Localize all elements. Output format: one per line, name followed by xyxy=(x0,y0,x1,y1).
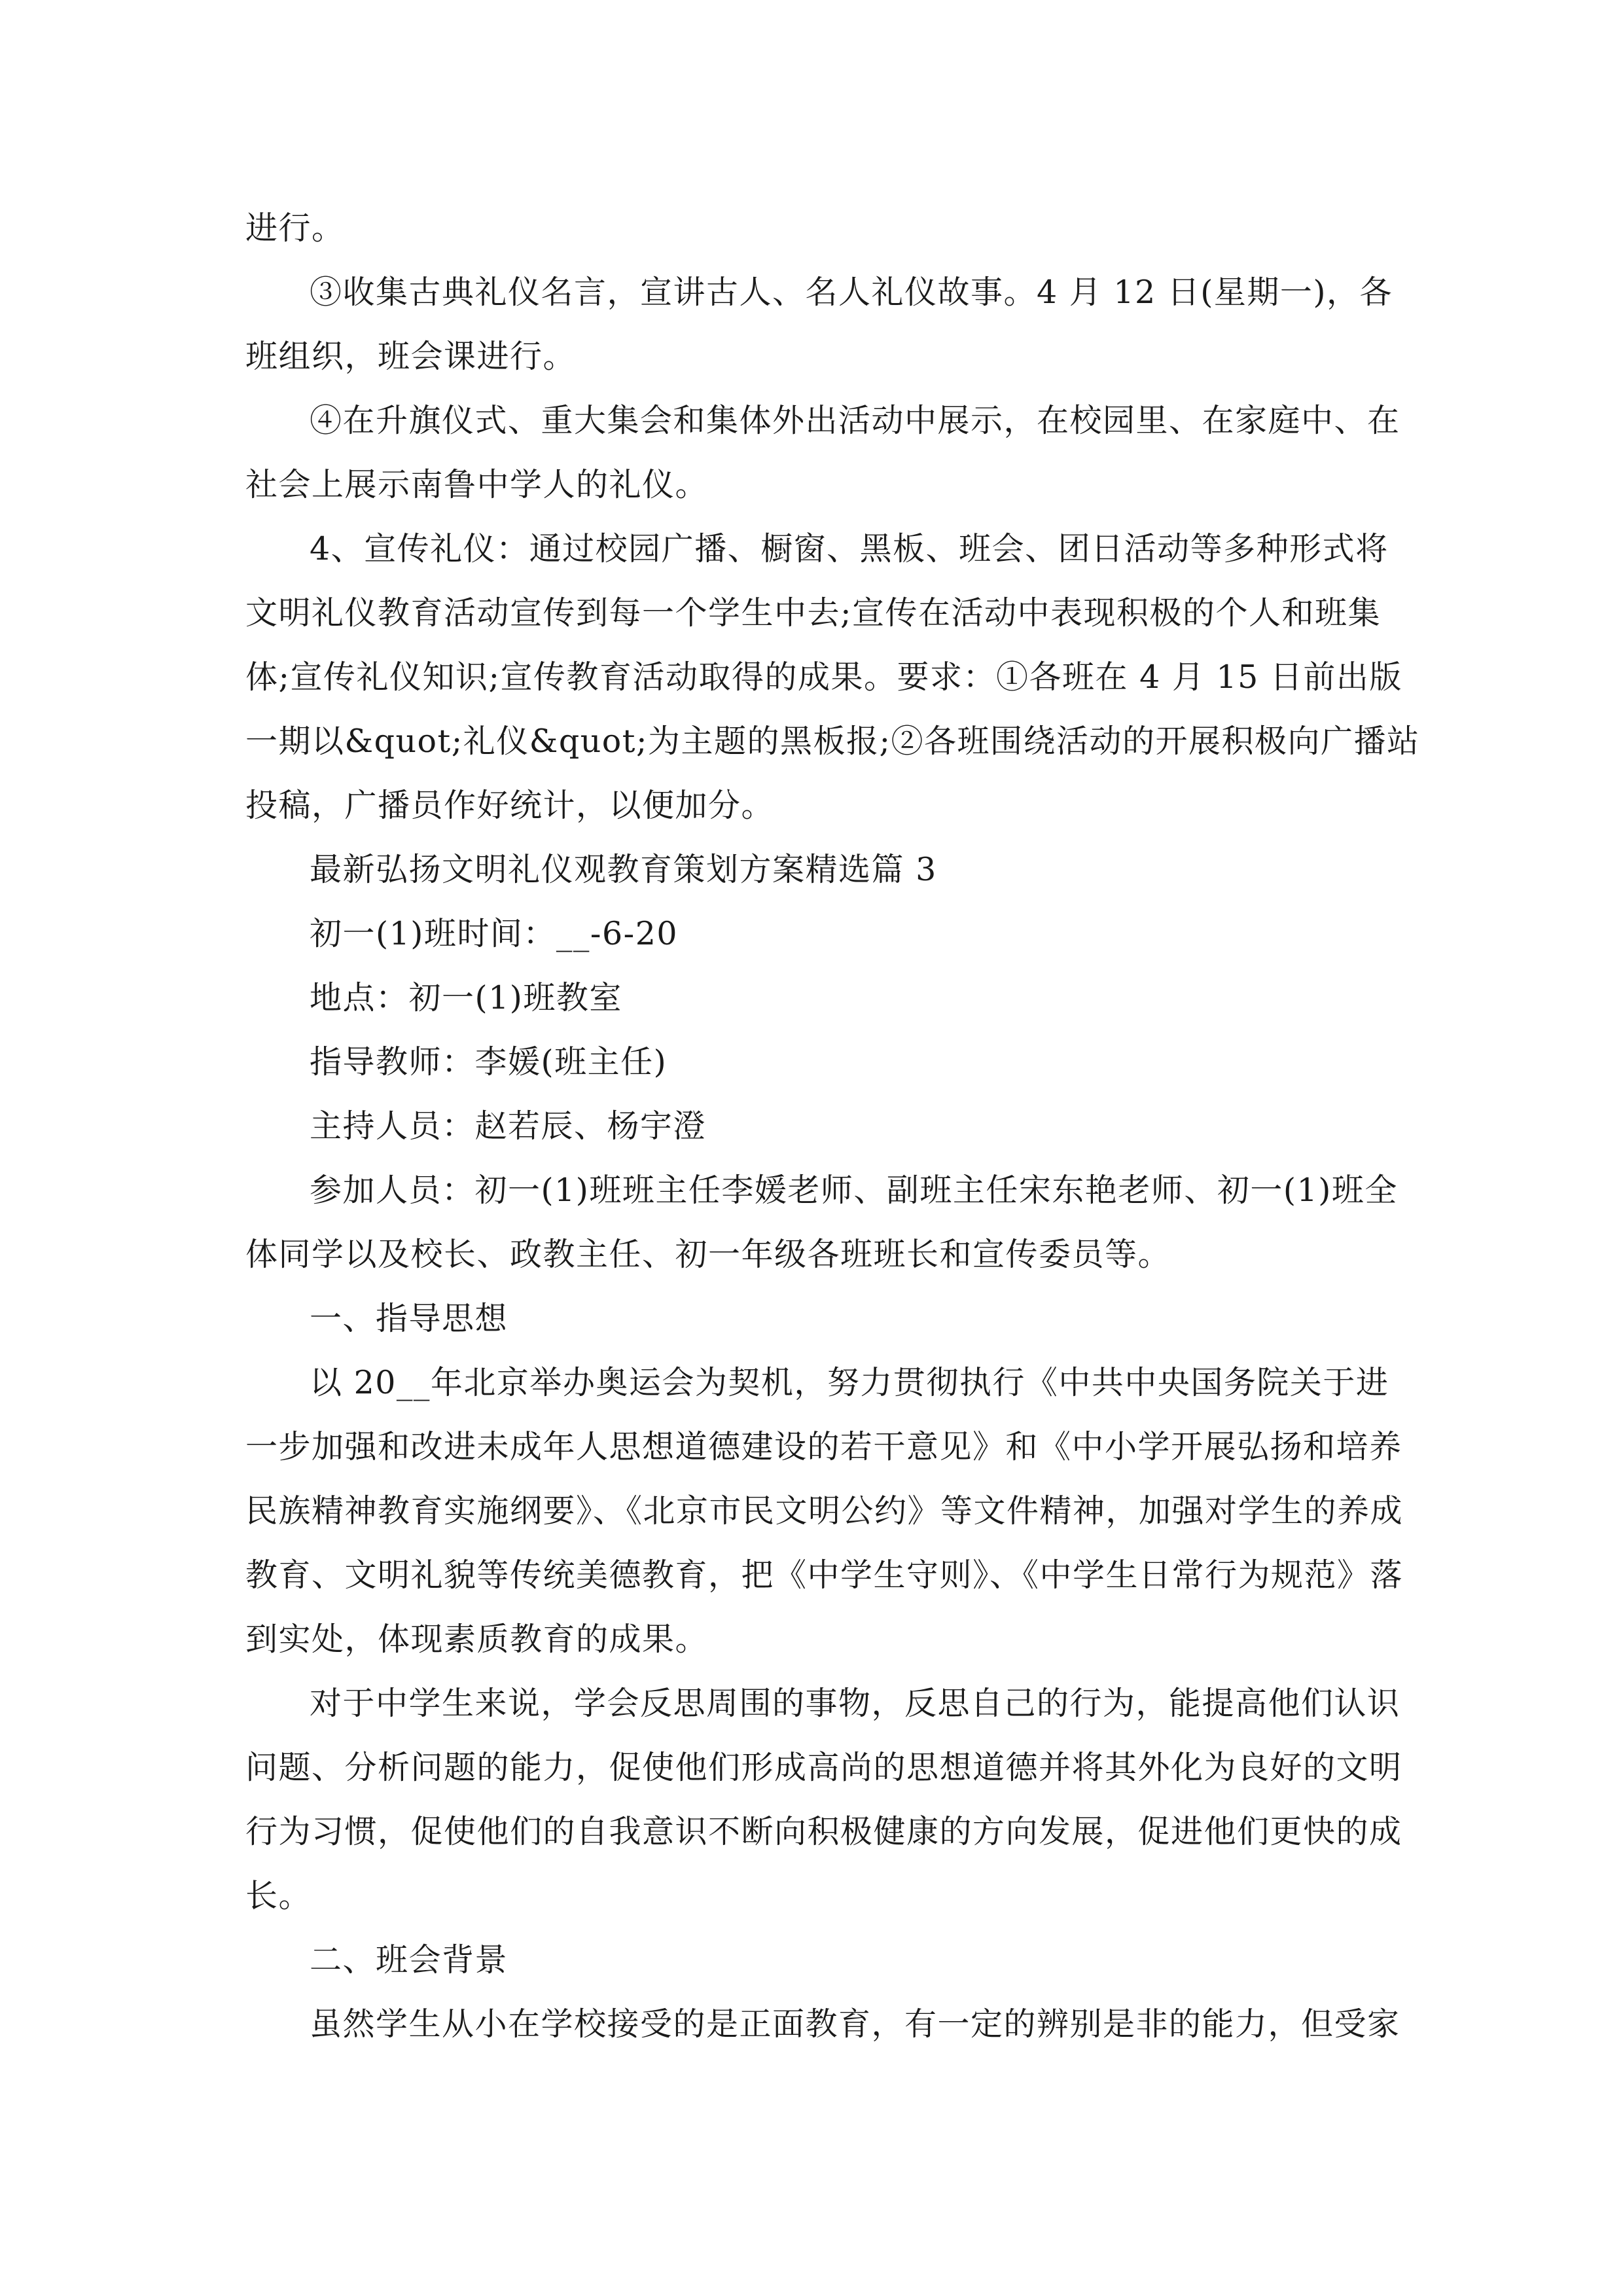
text-line: 以 20__年北京举办奥运会为契机，努力贯彻执行《中共中央国务院关于进 xyxy=(310,1364,1389,1401)
text-line: 虽然学生从小在学校接受的是正面教育，有一定的辨别是非的能力，但受家 xyxy=(310,2005,1400,2043)
document-page xyxy=(245,196,1420,2056)
text-line: 初一(1)班时间：__-6-20 xyxy=(310,915,679,952)
text-line: 民族精神教育实施纲要》、《北京市民文明公约》等文件精神，加强对学生的养成 xyxy=(245,1492,1404,1530)
text-line: 教育、文明礼貌等传统美德教育，把《中学生守则》、《中学生日常行为规范》落 xyxy=(245,1556,1404,1594)
text-line: 一、指导思想 xyxy=(310,1300,508,1337)
text-line: 地点：初一(1)班教室 xyxy=(310,979,622,1016)
text-line: 对于中学生来说，学会反思周围的事物，反思自己的行为，能提高他们认识 xyxy=(310,1685,1400,1722)
text-line: 二、班会背景 xyxy=(310,1941,508,1979)
text-line: 一期以&quot;礼仪&quot;为主题的黑板报;②各班围绕活动的开展积极向广播站 xyxy=(245,723,1420,760)
text-line: 最新弘扬文明礼仪观教育策划方案精选篇 3 xyxy=(310,851,937,888)
text-line: 一步加强和改进未成年人思想道德建设的若干意见》和《中小学开展弘扬和培养 xyxy=(245,1428,1402,1465)
text-line: 行为习惯，促使他们的自我意识不断向积极健康的方向发展，促进他们更快的成 xyxy=(245,1813,1402,1850)
text-line: 问题、分析问题的能力，促使他们形成高尚的思想道德并将其外化为良好的文明 xyxy=(245,1749,1402,1786)
text-line: 4、宣传礼仪：通过校园广播、橱窗、黑板、班会、团日活动等多种形式将 xyxy=(310,530,1389,567)
text-line: 进行。 xyxy=(245,209,345,247)
text-line: 指导教师：李媛(班主任) xyxy=(310,1043,668,1081)
text-line: ④在升旗仪式、重大集会和集体外出活动中展示，在校园里、在家庭中、在 xyxy=(310,402,1400,439)
text-line: 体;宣传礼仪知识;宣传教育活动取得的成果。要求：①各班在 4 月 15 日前出版 xyxy=(245,658,1402,696)
text-line: 体同学以及校长、政教主任、初一年级各班班长和宣传委员等。 xyxy=(245,1236,1171,1273)
text-line: 参加人员：初一(1)班班主任李媛老师、副班主任宋东艳老师、初一(1)班全 xyxy=(310,1172,1398,1209)
text-line: 到实处，体现素质教育的成果。 xyxy=(245,1621,709,1658)
text-line: 班组织，班会课进行。 xyxy=(245,338,577,375)
text-line: 文明礼仪教育活动宣传到每一个学生中去;宣传在活动中表现积极的个人和班集 xyxy=(245,594,1382,632)
text-line: ③收集古典礼仪名言，宣讲古人、名人礼仪故事。4 月 12 日(星期一)，各 xyxy=(310,274,1393,311)
text-line: 投稿，广播员作好统计，以便加分。 xyxy=(245,787,775,824)
text-line: 长。 xyxy=(245,1877,312,1914)
text-line: 主持人员：赵若辰、杨宇澄 xyxy=(310,1107,707,1145)
text-line: 社会上展示南鲁中学人的礼仪。 xyxy=(245,466,709,503)
